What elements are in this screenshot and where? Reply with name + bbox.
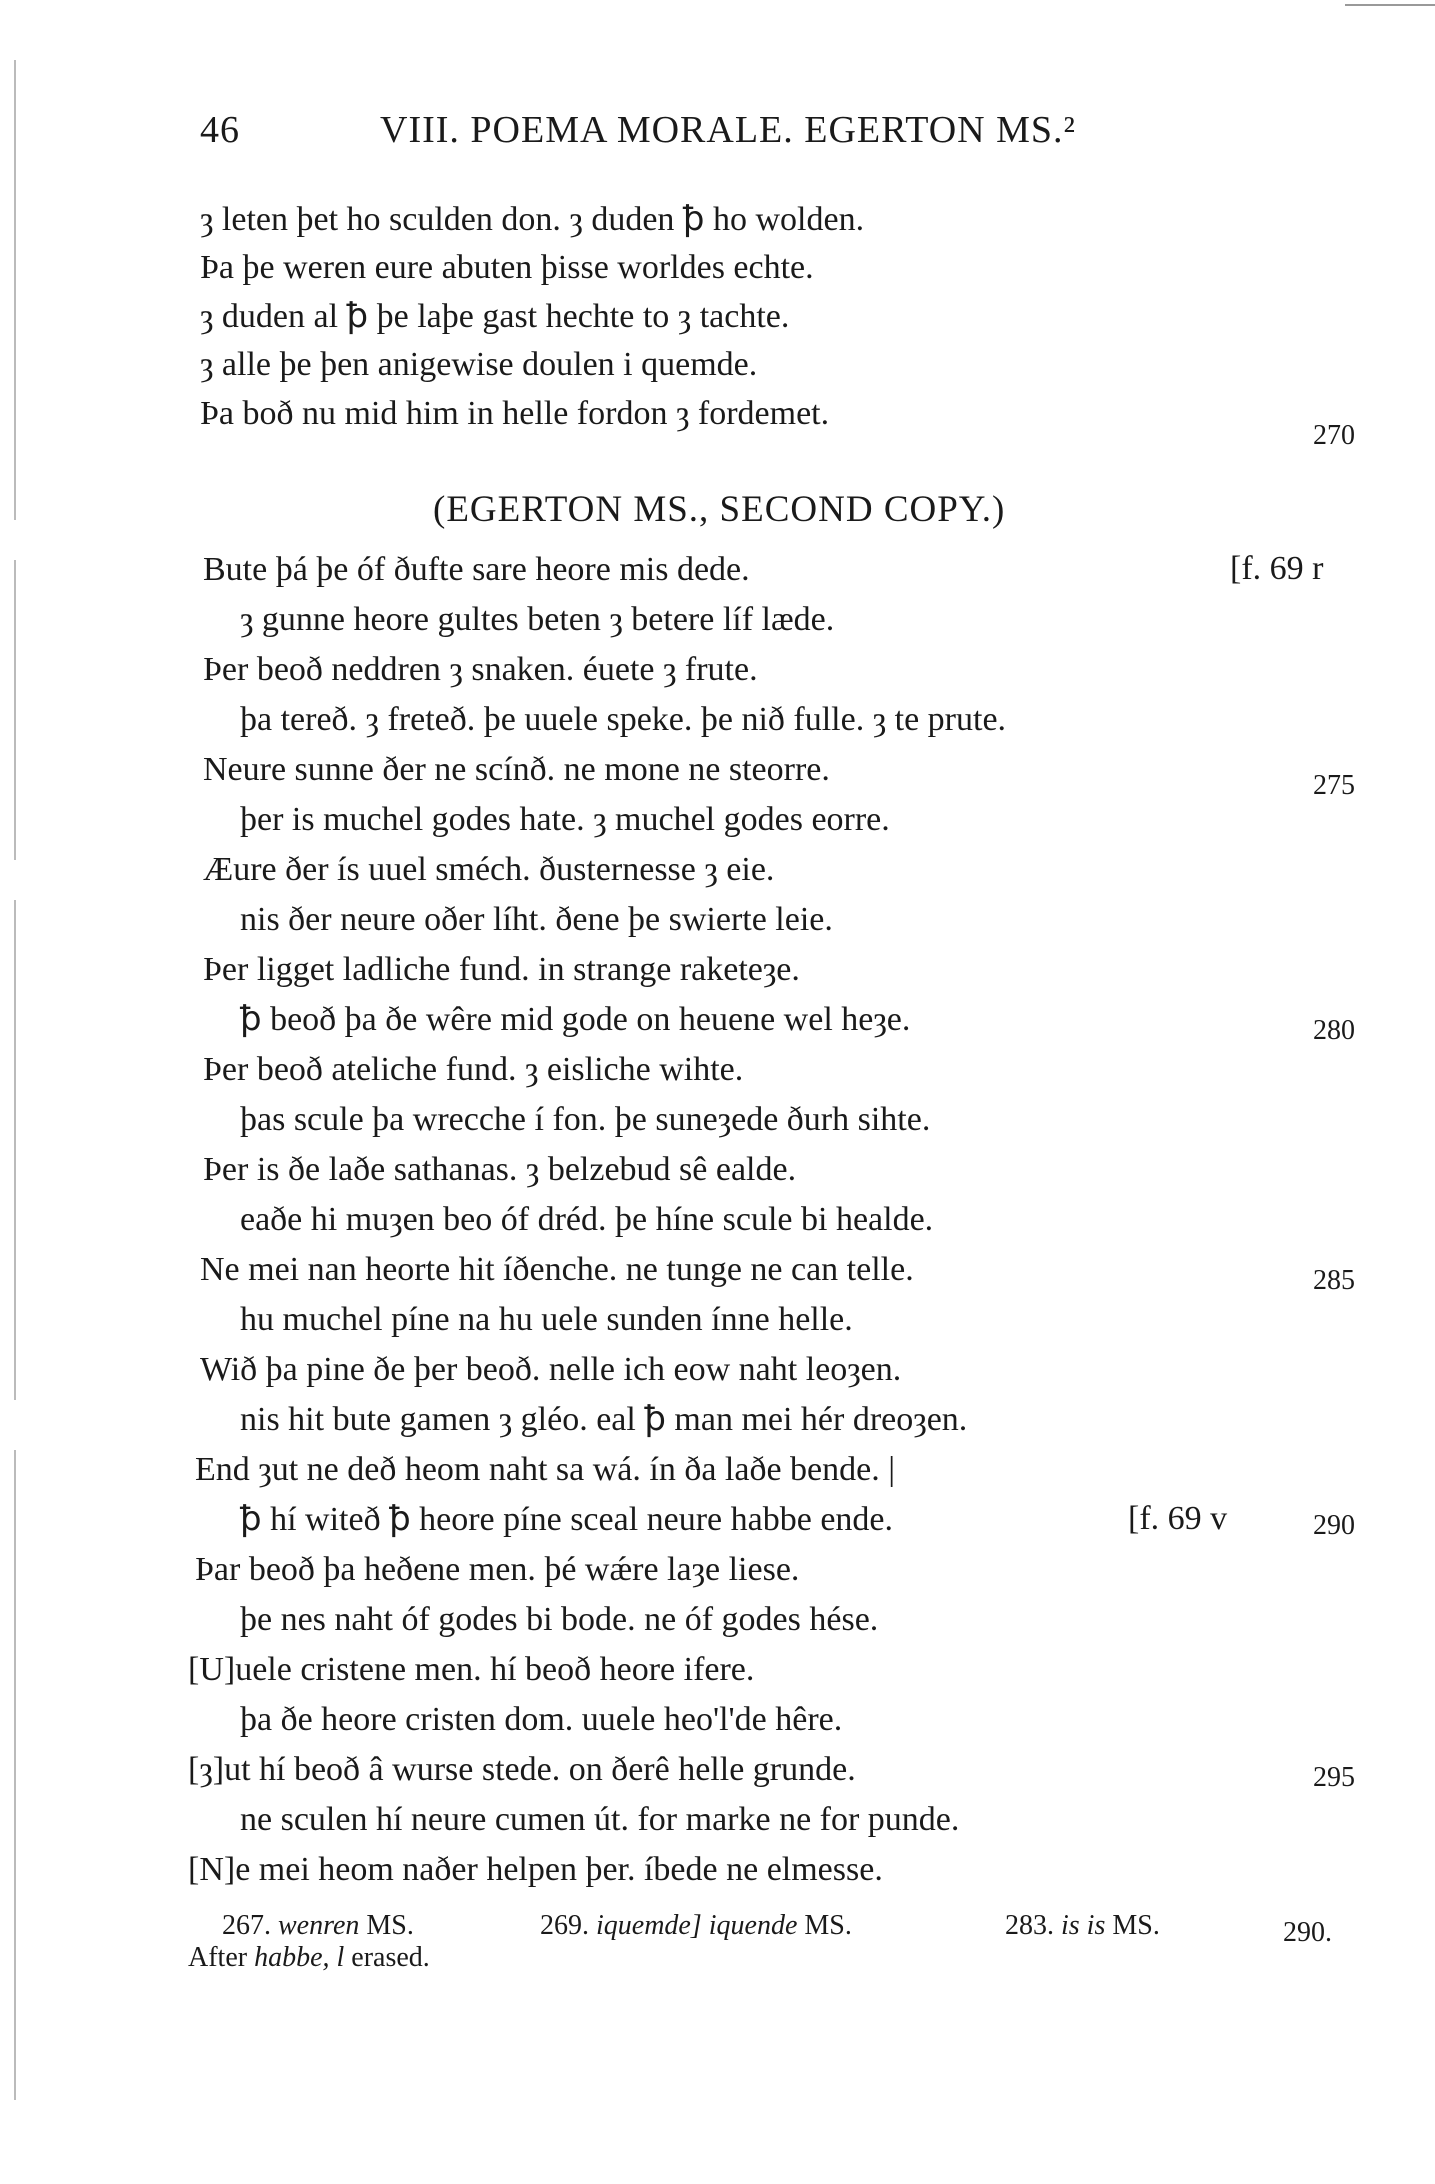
top-rule <box>1345 4 1435 6</box>
verse-line: ꝥ beoð þa ðe wêre mid gode on heuene wel heȝe. <box>240 1001 911 1038</box>
line-number: 290 <box>1313 1510 1355 1541</box>
line-number: 295 <box>1313 1762 1355 1793</box>
verse-line: Þar beoð þa heðene men. þé wǽre laȝe liese. <box>195 1551 800 1588</box>
margin-rule <box>14 560 16 860</box>
verse-line: Ne mei nan heorte hit íðenche. ne tunge ne can telle. <box>200 1251 914 1288</box>
verse-line: nis ðer neure oðer líht. ðene þe swierte leie. <box>240 901 833 938</box>
footnote: After habbe, l erased. <box>188 1942 430 1973</box>
line-number: 285 <box>1313 1265 1355 1296</box>
verse-line: eaðe hi muȝen beo óf dréd. þe híne scule bi healde. <box>240 1201 934 1238</box>
verse-line: [U]uele cristene men. hí beoð heore ifere. <box>188 1651 755 1688</box>
verse-line: Bute þá þe óf ðufte sare heore mis dede. <box>203 551 750 588</box>
verse-line: ꝥ hí witeð ꝥ heore píne sceal neure habbe ende. <box>240 1501 894 1538</box>
footnote: 283. is is MS. <box>1005 1910 1160 1941</box>
verse-line: þas scule þa wrecche í fon. þe suneȝede ðurh sihte. <box>240 1101 931 1138</box>
folio-reference: [f. 69 v <box>1128 1500 1228 1537</box>
section-title: (EGERTON MS., SECOND COPY.) <box>433 489 1006 530</box>
verse-line: Þer beoð ateliche fund. ȝ eisliche wihte. <box>203 1051 744 1088</box>
verse-line: Wið þa pine ðe þer beoð. nelle ich eow naht leoȝen. <box>200 1351 902 1388</box>
verse-line: ne sculen hí neure cumen út. for marke ne for punde. <box>240 1801 960 1838</box>
verse-line: Þer ligget ladliche fund. in strange raketeȝe. <box>203 951 800 988</box>
folio-reference: [f. 69 r <box>1230 550 1324 587</box>
verse-line: ȝ gunne heore gultes beten ȝ betere líf læde. <box>240 601 835 638</box>
verse-line: þe nes naht óf godes bi bode. ne óf godes hése. <box>240 1601 879 1638</box>
line-number: 270 <box>1313 420 1355 451</box>
running-title: VIII. POEMA MORALE. EGERTON MS.² <box>380 109 1076 151</box>
verse-line: End ȝut ne deð heom naht sa wá. ín ða laðe bende. | <box>195 1451 896 1488</box>
footnote: 267. wenren MS. <box>222 1910 414 1941</box>
verse-line: Þer is ðe laðe sathanas. ȝ belzebud sê ealde. <box>203 1151 797 1188</box>
verse-line: hu muchel píne na hu uele sunden ínne helle. <box>240 1301 853 1338</box>
verse-line: Æure ðer ís uuel sméch. ðusternesse ȝ eie. <box>203 851 775 888</box>
verse-line: Þa boð nu mid him in helle fordon ȝ fordemet. <box>200 395 830 432</box>
verse-line: [ȝ]ut hí beoð â wurse stede. on ðerê helle grunde. <box>188 1751 856 1788</box>
verse-line: þa tereð. ȝ freteð. þe uuele speke. þe nið fulle. ȝ te prute. <box>240 701 1007 738</box>
verse-line: þa ðe heore cristen dom. uuele heo'l'de hêre. <box>240 1701 843 1738</box>
margin-rule <box>14 900 16 1400</box>
footnote: 290. <box>1283 1917 1332 1948</box>
verse-line: ȝ leten þet ho sculden don. ȝ duden ꝥ ho wolden. <box>200 201 865 238</box>
footnote: 269. iquemde] iquende MS. <box>540 1910 852 1941</box>
verse-line: [N]e mei heom naðer helpen þer. íbede ne elmesse. <box>188 1851 883 1888</box>
margin-rule <box>14 60 16 520</box>
verse-line: ȝ alle þe þen anigewise doulen i quemde. <box>200 346 758 383</box>
page-number: 46 <box>200 109 240 151</box>
line-number: 280 <box>1313 1015 1355 1046</box>
verse-line: Neure sunne ðer ne scínð. ne mone ne steorre. <box>203 751 830 788</box>
verse-line: ȝ duden al ꝥ þe laþe gast hechte to ȝ tachte. <box>200 298 790 335</box>
verse-line: þer is muchel godes hate. ȝ muchel godes eorre. <box>240 801 890 838</box>
line-number: 275 <box>1313 770 1355 801</box>
verse-line: Þa þe weren eure abuten þisse worldes echte. <box>200 249 814 286</box>
margin-rule <box>14 1450 16 2100</box>
verse-line: Þer beoð neddren ȝ snaken. éuete ȝ frute. <box>203 651 758 688</box>
verse-line: nis hit bute gamen ȝ gléo. eal ꝥ man mei hér dreoȝen. <box>240 1401 968 1438</box>
